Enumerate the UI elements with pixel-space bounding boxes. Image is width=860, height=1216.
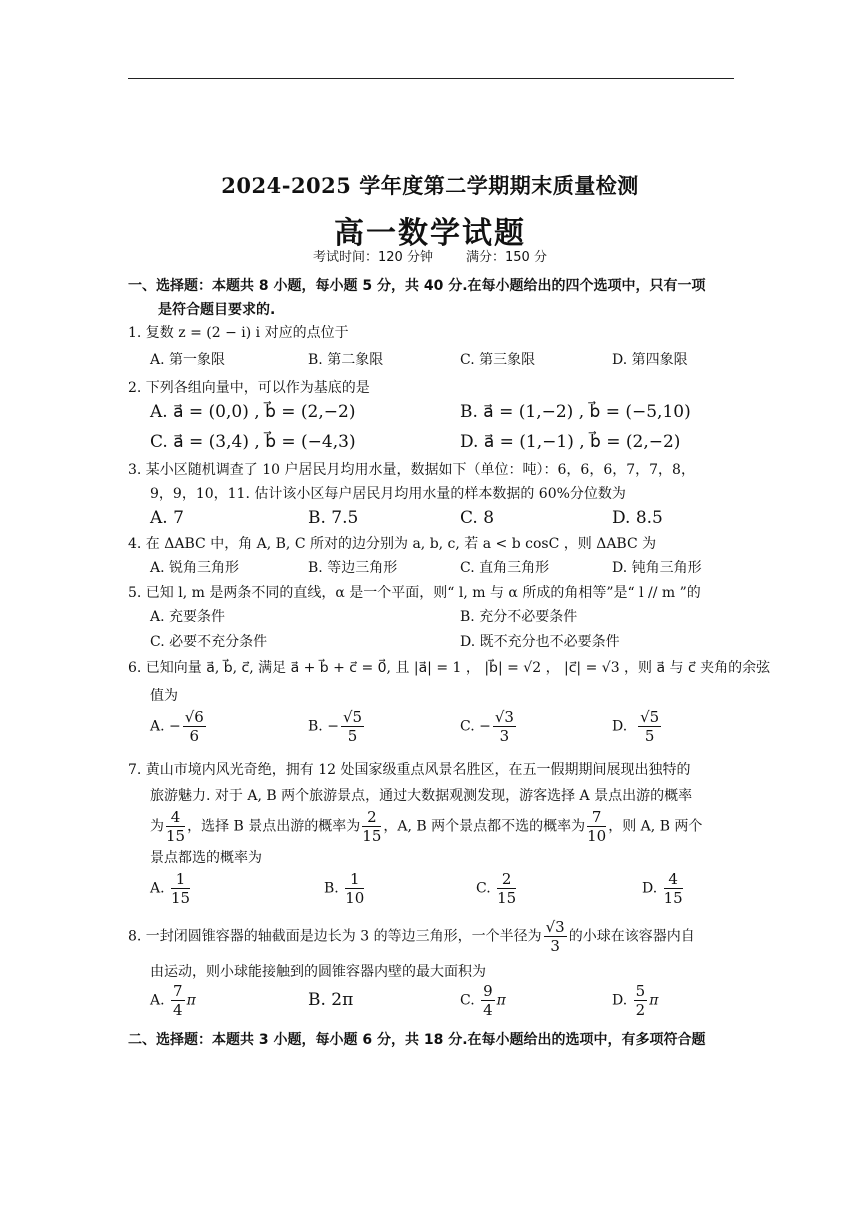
- q7-d-denominator: 15: [663, 889, 683, 907]
- q7-stem-line3: [150, 808, 702, 845]
- q8-r-denominator: 3: [550, 937, 560, 955]
- exam-title: 2024-2025 学年度第二学期期末质量检测: [221, 173, 639, 198]
- q8-option-b: B. 2π: [308, 990, 354, 1010]
- q6-a-numerator: √6: [184, 708, 204, 726]
- q6-option-c-label: C.: [460, 718, 475, 735]
- q5-option-d: D. 既不充分也不必要条件: [460, 634, 620, 650]
- q5-option-a: A. 充要条件: [150, 609, 226, 625]
- q8-option-c: [460, 982, 506, 1019]
- section-1-heading: 一、选择题：本题共 8 小题，每小题 5 分，共 40 分.在每小题给出的四个选项中，只有一项: [128, 278, 706, 294]
- q1-option-a: A. 第一象限: [150, 352, 226, 368]
- q7-stem3-post: ，则 A, B 两个: [608, 818, 703, 835]
- q8-stem1-post: 的小球在该容器内自: [568, 928, 695, 945]
- q6-option-a: A. − $\frac{√6}{6}$: [150, 708, 204, 745]
- q6-c-numerator: √3: [494, 708, 514, 726]
- q8-a-numerator: 7: [173, 982, 183, 1000]
- q6-option-b: B. − $\frac{√5}{5}$: [308, 708, 363, 745]
- q2-option-b: B. a⃗ = (1,−2) , b⃗ = (−5,10): [460, 402, 691, 422]
- q8-option-a-label: A.: [150, 992, 165, 1009]
- q6-option-d: [612, 708, 663, 745]
- q6-b-numerator: √5: [342, 708, 363, 726]
- q8-d-pi: π: [649, 992, 659, 1009]
- q8-d-numerator: 5: [635, 982, 646, 1000]
- q8-stem1-pre: 8. 一封闭圆锥容器的轴截面是边长为 3 的等边三角形，一个半径为: [128, 928, 542, 945]
- q7-option-b: [324, 870, 366, 907]
- q6-option-a-label: A.: [150, 718, 165, 735]
- q6-option-b-label: B.: [308, 718, 323, 735]
- q8-a-denominator: 4: [173, 1001, 183, 1019]
- q6-option-c: C. − $\frac{√3}{3}$: [460, 708, 514, 745]
- q6-c-denominator: 3: [499, 727, 510, 745]
- q8-stem-line2: 由运动，则小球能接触到的圆锥容器内壁的最大面积为: [150, 964, 486, 980]
- q7-option-c-label: C.: [476, 880, 491, 897]
- q8-c-denominator: 4: [483, 1001, 493, 1019]
- q3-option-c: C. 8: [460, 508, 495, 528]
- q4-option-c: C. 直角三角形: [460, 560, 550, 576]
- q2-stem: 2. 下列各组向量中，可以作为基底的是: [128, 380, 370, 396]
- q6-option-d-label: D.: [612, 718, 628, 735]
- q7-option-a-label: A.: [150, 880, 165, 897]
- q7-stem3-mid1: ，选择 B 景点出游的概率为: [187, 818, 361, 835]
- q1-option-d: D. 第四象限: [612, 352, 688, 368]
- q7-pb-numerator: 2: [362, 808, 381, 827]
- q8-r-numerator: √3: [545, 918, 565, 936]
- q7-stem-line2: 旅游魅力. 对于 A, B 两个旅游景点，通过大数据观测发现，游客选择 A 景点出游的概率: [150, 788, 693, 804]
- q6-stem-line2: 值为: [150, 688, 178, 704]
- q6-d-numerator: √5: [640, 708, 660, 726]
- q3-option-a: A. 7: [150, 508, 184, 528]
- q7-b-numerator: 1: [345, 870, 364, 889]
- q2-option-a: A. a⃗ = (0,0) , b⃗ = (2,−2): [150, 402, 356, 422]
- q7-pa-denominator: 15: [166, 827, 186, 845]
- q5-stem: 5. 已知 l, m 是两条不同的直线，α 是一个平面，则“ l, m 与 α 所成的角相等”是“ l // m ”的: [128, 585, 701, 601]
- q3-stem-line1: 3. 某小区随机调查了 10 户居民月均用水量，数据如下（单位：吨）：6，6，6，7，7，8，: [128, 462, 695, 478]
- q1-option-b: B. 第二象限: [308, 352, 384, 368]
- q7-pa-numerator: 4: [166, 808, 185, 827]
- q7-option-b-label: B.: [324, 880, 339, 897]
- q8-c-numerator: 9: [483, 982, 493, 1000]
- q7-stem-line4: 景点都选的概率为: [150, 850, 262, 866]
- q7-stem3-mid2: ，A, B 两个景点都不选的概率为: [383, 818, 586, 835]
- q7-c-numerator: 2: [497, 870, 516, 889]
- q1-stem: 1. 复数 z = (2 − i) i 对应的点位于: [128, 325, 349, 341]
- q7-pn-numerator: 7: [587, 808, 606, 827]
- q4-option-a: A. 锐角三角形: [150, 560, 240, 576]
- q6-stem-line1: 6. 已知向量 a⃗, b⃗, c⃗, 满足 a⃗ + b⃗ + c⃗ = 0⃗, 且 |a⃗| = 1 ， |b⃗| = √2 ， |c⃗| = √3 ，则 a⃗ 与 c⃗ 夹角的余弦: [128, 660, 771, 676]
- q7-pb-denominator: 15: [362, 827, 382, 845]
- section-2-heading: 二、选择题：本题共 3 小题，每小题 6 分，共 18 分.在每小题给出的选项中，有多项符合题: [128, 1032, 706, 1048]
- q8-a-pi: π: [186, 992, 196, 1009]
- q8-option-a: [150, 982, 196, 1019]
- q7-option-a: [150, 870, 192, 907]
- q3-option-b: B. 7.5: [308, 508, 359, 528]
- q7-stem3-pre: 为: [150, 818, 164, 835]
- q3-stem-line2: 9，9，10，11. 估计该小区每户居民月均用水量的样本数据的 60%分位数为: [150, 486, 626, 502]
- q7-stem-line1: 7. 黄山市境内风光奇绝，拥有 12 处国家级重点风景名胜区，在五一假期期间展现出独特的: [128, 762, 691, 778]
- q4-option-b: B. 等边三角形: [308, 560, 398, 576]
- section-1-heading-cont: 是符合题目要求的.: [158, 302, 276, 318]
- q6-b-denominator: 5: [347, 727, 358, 745]
- q7-a-denominator: 15: [171, 889, 191, 907]
- q8-c-pi: π: [496, 992, 506, 1009]
- q4-stem: 4. 在 ΔABC 中，角 A, B, C 所对的边分别为 a, b, c, 若 a < b cosC ，则 ΔABC 为: [128, 536, 657, 552]
- q5-option-b: B. 充分不必要条件: [460, 609, 578, 625]
- q7-b-denominator: 10: [345, 889, 365, 907]
- q7-c-denominator: 15: [497, 889, 517, 907]
- q8-option-c-label: C.: [460, 992, 475, 1009]
- q8-stem-line1: [128, 918, 695, 955]
- subject-title: 高一数学试题: [334, 216, 526, 251]
- q7-option-c: [476, 870, 518, 907]
- q3-option-d: D. 8.5: [612, 508, 663, 528]
- q6-a-denominator: 6: [189, 727, 200, 745]
- q2-option-d: D. a⃗ = (1,−1) , b⃗ = (2,−2): [460, 432, 681, 452]
- exam-info: 考试时间：120 分钟 满分：150 分: [313, 250, 547, 265]
- q7-d-numerator: 4: [664, 870, 683, 889]
- q6-d-denominator: 5: [644, 727, 655, 745]
- q7-a-numerator: 1: [171, 870, 190, 889]
- top-rule: [128, 78, 734, 79]
- q7-option-d: [642, 870, 685, 907]
- q2-option-c: C. a⃗ = (3,4) , b⃗ = (−4,3): [150, 432, 356, 452]
- q8-d-denominator: 2: [635, 1001, 646, 1019]
- q5-option-c: C. 必要不充分条件: [150, 634, 268, 650]
- q1-option-c: C. 第三象限: [460, 352, 536, 368]
- q7-pn-denominator: 10: [587, 827, 607, 845]
- q4-option-d: D. 钝角三角形: [612, 560, 702, 576]
- q8-option-d: [612, 982, 658, 1019]
- q7-option-d-label: D.: [642, 880, 658, 897]
- q8-option-d-label: D.: [612, 992, 628, 1009]
